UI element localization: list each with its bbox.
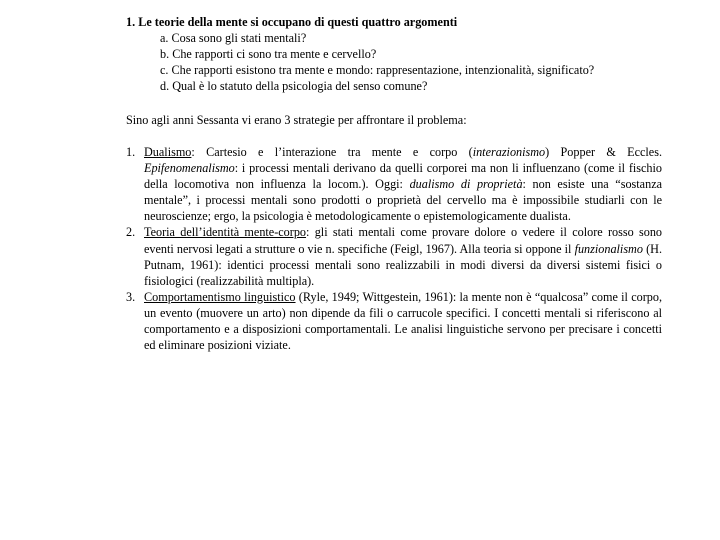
questions-list xyxy=(160,30,594,94)
strategy-text: (Ryle, 1949; Wittgestein, 1961): la mente non è “qualcosa” come il corpo, un evento (muovere un arto) non dipende da fili o carrucole specifici. I concetti mentali si riferiscono al comportamento e a disposizioni comportamentali. Le analisi linguistiche servono per precisare i concetti ed eliminare posizioni viziate. xyxy=(144,289,662,353)
section-heading: 1. Le teorie della mente si occupano di questi quattro argomenti xyxy=(126,15,458,29)
strategy-item-comportamentismo xyxy=(126,289,662,353)
strategy-text: : non esiste una “sostanza mentale”, i processi mentali sono prodotti o proprietà del cervello ma è impossibile studiarli con le neuroscienze; ergo, la psicologia è metodologicamente o epistemologicamente dualista. xyxy=(144,177,663,224)
item-number: 3. xyxy=(126,289,136,304)
strategy-title: Comportamentismo linguistico xyxy=(144,289,296,304)
question-item: d. Qual è lo statuto della psicologia del senso comune? xyxy=(160,79,428,94)
strategy-term: interazionismo xyxy=(472,145,546,159)
strategy-text: : gli stati mentali come provare dolore o vedere il colore rosso sono eventi nervosi legati a strutture o vie n. specifiche (Feigl, 1967). Alla teoria si oppone il xyxy=(144,225,663,256)
question-item: b. Che rapporti ci sono tra mente e cervello? xyxy=(160,47,377,62)
strategy-term: dualismo di proprietà xyxy=(409,177,523,192)
item-number: 1. xyxy=(126,145,136,159)
strategy-item-identita xyxy=(126,224,662,288)
question-item: a. Cosa sono gli stati mentali? xyxy=(160,31,307,45)
strategy-text: ) Popper & Eccles. xyxy=(545,145,662,159)
strategy-text: : Cartesio e l’interazione tra mente e corpo ( xyxy=(191,145,473,159)
strategy-term: funzionalismo xyxy=(574,241,643,256)
intro-paragraph: Sino agli anni Sessanta vi erano 3 strategie per affrontare il problema: xyxy=(126,113,467,127)
strategy-item-dualismo xyxy=(126,144,662,224)
strategy-title: Dualismo xyxy=(144,145,192,159)
strategy-title: Teoria dell’identità mente-corpo xyxy=(144,225,307,240)
question-item: c. Che rapporti esistono tra mente e mondo: rappresentazione, intenzionalità, significato? xyxy=(160,63,595,78)
strategy-term: Epifenomenalismo xyxy=(144,161,235,176)
strategy-text: (H. Putnam, 1961): identici processi mentali sono realizzabili in modi diversi da diversi sistemi fisici o fisiologici (realizzabilità multipla). xyxy=(144,241,662,288)
item-number: 2. xyxy=(126,225,136,240)
strategies-list xyxy=(126,144,662,353)
strategy-text: : i processi mentali derivano da quelli corporei ma non li influenzano (come il fischio della locomotiva non influenza la locom.). Oggi: xyxy=(144,161,662,192)
